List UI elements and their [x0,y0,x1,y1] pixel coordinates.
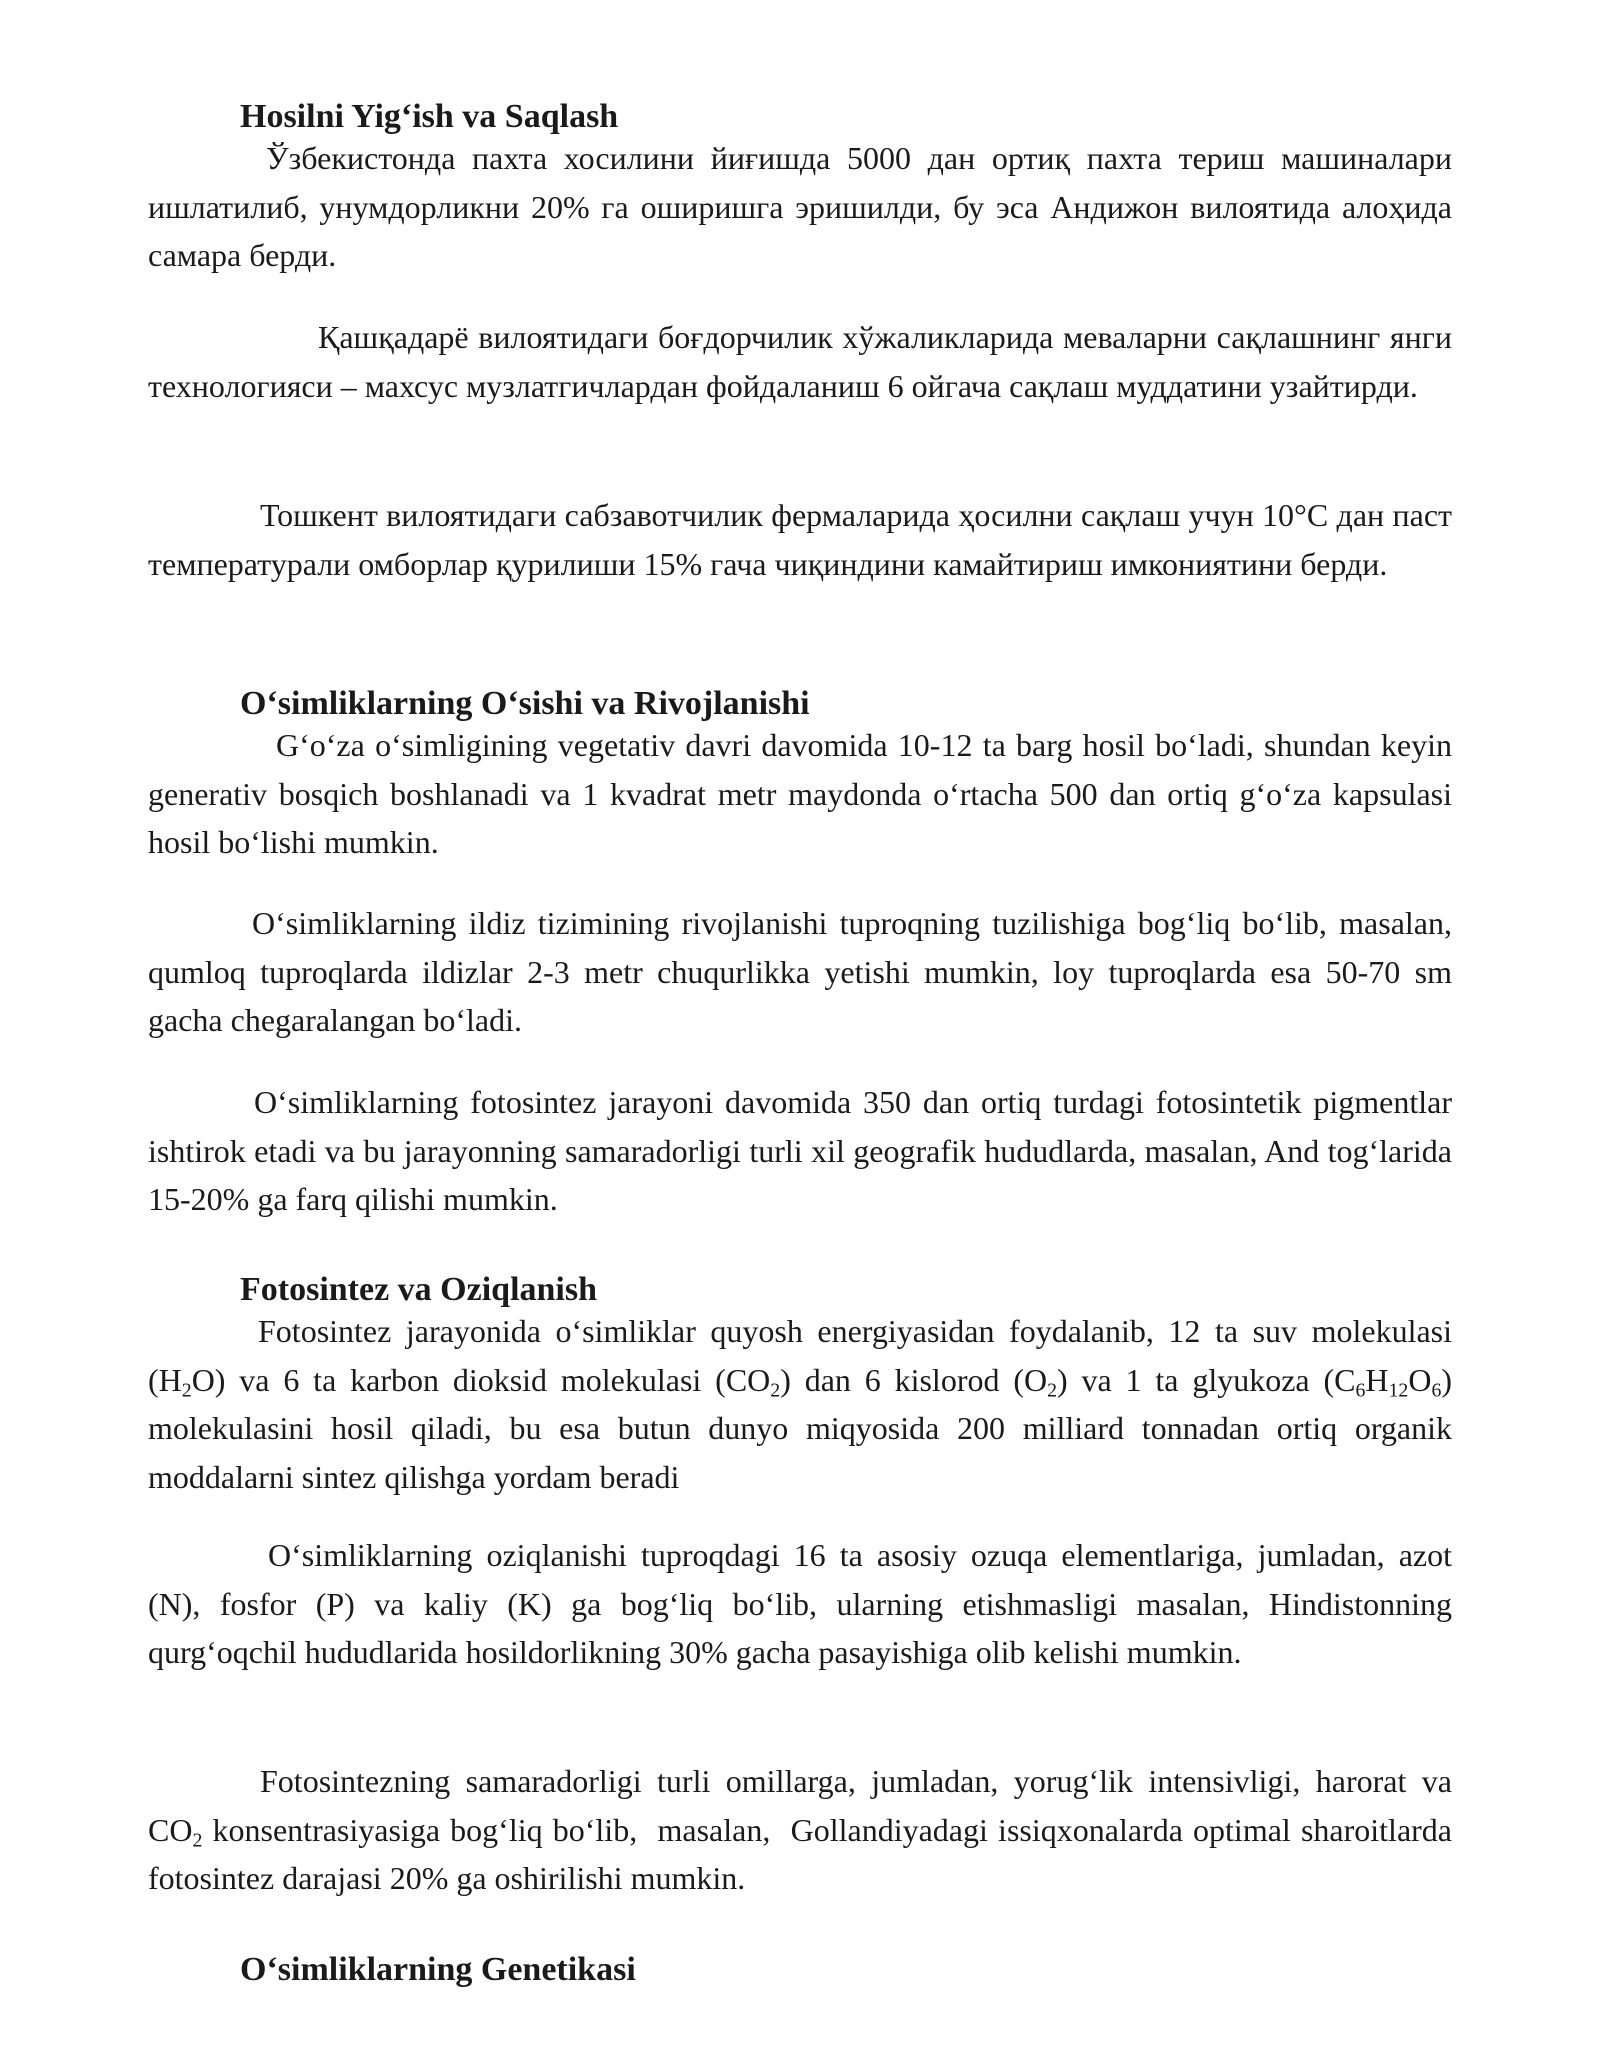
paragraph: G‘o‘za o‘simligining vegetativ davri davomida 10-12 ta barg hosil bo‘ladi, shundan keyin generativ bosqich boshlanadi va 1 kvadrat metr maydonda o‘rtacha 500 dan ortiq g‘o‘za kapsulasi hosil bo‘lishi mumkin. [148,727,1452,860]
section-heading-plant-genetics: O‘simliklarning Genetikasi [240,1951,636,1988]
paragraph: Ўзбекистонда пахта хосилини йиғишда 5000 дан ортиқ пахта териш машиналари ишлатилиб, унумдорликни 20% га оширишга эришилди, бу эса Андижон вилоятида алоҳида самара берди. [148,140,1452,273]
paragraph: Қашқадарё вилоятидаги боғдорчилик хўжаликларида меваларни сақлашнинг янги технологияси – махсус музлатгичлардан фойдаланиш 6 ойгача сақлаш муддатини узайтирди. [148,319,1452,404]
section-heading-photosynthesis-nutrition: Fotosintez va Oziqlanish [240,1271,598,1308]
paragraph: O‘simliklarning fotosintez jarayoni davomida 350 dan ortiq turdagi fotosintetik pigmentlar ishtirok etadi va bu jarayonning samaradorligi turli xil geografik hududlarda, masalan, And tog‘larida 15-20% ga farq qilishi mumkin. [148,1084,1452,1217]
paragraph: Fotosintezning samaradorligi turli omillarga, jumladan, yorug‘lik intensivligi, harorat va $CO_2$ konsentrasiyasiga bog‘liq bo‘lib, masalan, Gollandiyadagi issiqxonalarda optimal sharoitlarda fotosintez darajasi 20% ga oshirilishi mumkin. [148,1763,1452,1896]
section-heading-harvest-storage: Hosilni Yig‘ish va Saqlash [240,98,619,135]
paragraph: Fotosintez jarayonida o‘simliklar quyosh energiyasidan foydalanib, 12 ta suv molekulasi $(H_2O)$ va 6 ta karbon dioksid molekulasi $(CO_2)$ dan 6 kislorod $(O_2)$ va 1 ta glyukoza $(C_6H_{12}O_6)$ molekulasini hosil qiladi, bu esa butun dunyo miqyosida 200 milliard tonnadan ortiq organik moddalarni sintez qilishga yordam beradi [148,1313,1453,1495]
paragraph: Тошкент вилоятидаги сабзавотчилик фермаларида ҳосилни сақлаш учун 10°C дан паст температурали омборлар қурилиши 15% гача чиқиндини камайтириш имкониятини берди. [148,497,1452,582]
paragraph: O‘simliklarning ildiz tizimining rivojlanishi tuproqning tuzilishiga bog‘liq bo‘lib, masalan, qumloq tuproqlarda ildizlar 2-3 metr chuqurlikka yetishi mumkin, loy tuproqlarda esa 50-70 sm gacha chegaralangan bo‘ladi. [148,905,1452,1038]
paragraph: O‘simliklarning oziqlanishi tuproqdagi 16 ta asosiy ozuqa elementlariga, jumladan, azot (N), fosfor (P) va kaliy (K) ga bog‘liq bo‘lib, ularning etishmasligi masalan, Hindistonning qurg‘oqchil hududlarida hosildorlikning 30% gacha pasayishiga olib kelishi mumkin. [148,1537,1452,1670]
section-heading-plant-growth: O‘simliklarning O‘sishi va Rivojlanishi [240,685,810,722]
